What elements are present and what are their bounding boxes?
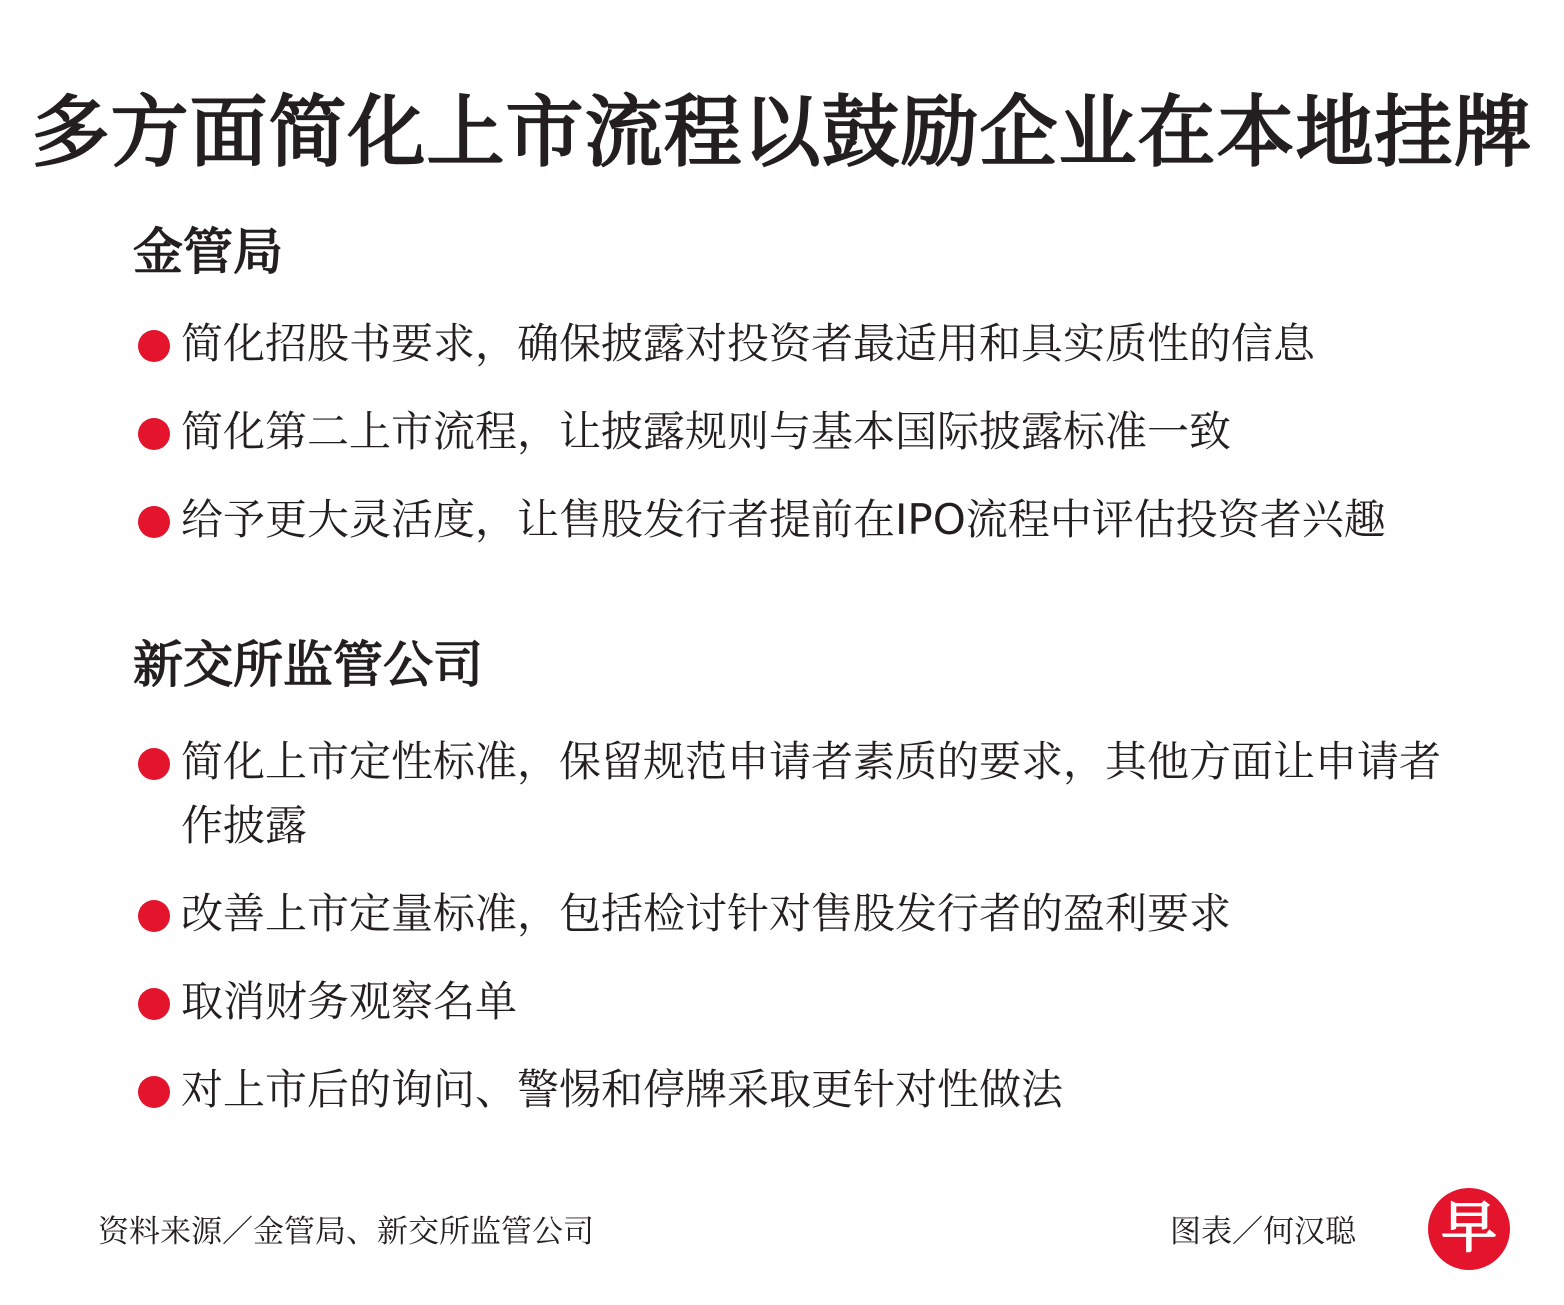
zaobao-logo-icon: 早	[1428, 1188, 1510, 1270]
red-bullet-icon	[138, 988, 170, 1020]
bullet-list	[133, 312, 1453, 552]
list-item-text: 简化招股书要求，确保披露对投资者最适用和具实质性的信息	[181, 319, 1316, 368]
list-item-text: 简化第二上市流程，让披露规则与基本国际披露标准一致	[181, 407, 1232, 456]
list-item	[133, 400, 1453, 464]
section-mas	[133, 222, 1453, 576]
source-credit: 资料来源／金管局、新交所监管公司	[98, 1214, 594, 1250]
section-sgx-regco	[133, 635, 1453, 1146]
graphic-credit: 图表／何汉聪	[1170, 1214, 1356, 1250]
list-item-text: 简化上市定性标准，保留规范申请者素质的要求，其他方面让申请者作披露	[181, 737, 1442, 850]
list-item-text: 对上市后的询问、警惕和停牌采取更针对性做法	[181, 1065, 1064, 1114]
red-bullet-icon	[138, 506, 170, 538]
bullet-list	[133, 730, 1453, 1122]
section-heading: 金管局	[133, 223, 283, 281]
list-item-text: 改善上市定量标准，包括检讨针对售股发行者的盈利要求	[181, 889, 1232, 938]
red-bullet-icon	[138, 418, 170, 450]
list-item	[133, 312, 1453, 376]
list-item	[133, 882, 1453, 946]
list-item	[133, 970, 1453, 1034]
red-bullet-icon	[138, 330, 170, 362]
list-item	[133, 488, 1453, 552]
red-bullet-icon	[138, 748, 170, 780]
list-item	[133, 1058, 1453, 1122]
list-item	[133, 730, 1453, 858]
red-bullet-icon	[138, 900, 170, 932]
page-title: 多方面简化上市流程以鼓励企业在本地挂牌	[31, 88, 1533, 178]
section-heading: 新交所监管公司	[133, 636, 483, 694]
red-bullet-icon	[138, 1076, 170, 1108]
list-item-text: 取消财务观察名单	[181, 977, 518, 1026]
list-item-text: 给予更大灵活度，让售股发行者提前在IPO流程中评估投资者兴趣	[181, 495, 1386, 544]
